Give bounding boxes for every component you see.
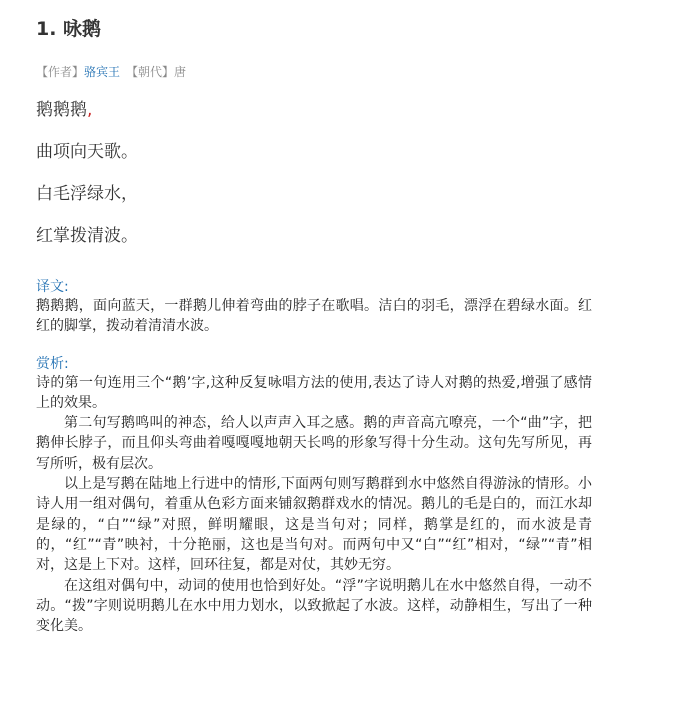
analysis-section bbox=[36, 355, 636, 637]
translation-section bbox=[36, 278, 636, 337]
poem-line: 鹅鹅鹅, bbox=[36, 100, 93, 120]
article bbox=[36, 0, 636, 636]
poem-meta bbox=[36, 64, 636, 80]
page-title: 1. 咏鹅 bbox=[36, 18, 102, 40]
analysis-paragraph-3: 以上是写鹅在陆地上行进中的情形,下面两句则写鹅群到水中悠然自得游泳的情形。小诗人用一组对偶句，着重从色彩方面来铺叙鹅群戏水的情况。鹅儿的毛是白的，而江水却是绿的，“白”“绿”对照，鲜明耀眼，这是当句对；同样，鹅掌是红的，而水波是青的，“红”“青”映衬，十分艳丽，这也是当句对。而两句中又“白”“红”相对，“绿”“青”相对，这是上下对。这样，回环往复，都是对仗，其妙无穷。 bbox=[36, 476, 592, 574]
analysis-paragraph-4: 在这组对偶句中，动词的使用也恰到好处。“浮”字说明鹅儿在水中悠然自得，一动不动。“拨”字则说明鹅儿在水中用力划水，以致掀起了水波。这样，动静相生，写出了一种变化美。 bbox=[36, 577, 592, 635]
analysis-label: 赏析: bbox=[36, 355, 69, 372]
author-link[interactable]: 骆宾王 bbox=[84, 65, 121, 79]
era-tag: 【朝代】 bbox=[126, 65, 175, 79]
poem-line: 曲项向天歌。 bbox=[36, 142, 138, 162]
poem-line: 红掌拨清波。 bbox=[36, 226, 138, 246]
analysis-paragraph-1: 诗的第一句连用三个“鹅’字,这种反复咏唱方法的使用,表达了诗人对鹅的热爱,增强了感情上的效果。 bbox=[36, 374, 592, 411]
poem-body bbox=[36, 100, 636, 246]
author-tag: 【作者】 bbox=[36, 65, 85, 79]
translation-text: 鹅鹅鹅，面向蓝天，一群鹅儿伸着弯曲的脖子在歌唱。洁白的羽毛，漂浮在碧绿水面。红红的脚掌，拨动着清清水波。 bbox=[36, 298, 592, 335]
translation-label: 译文: bbox=[36, 279, 69, 295]
poem-line-mark: , bbox=[87, 100, 93, 120]
era-value: 唐 bbox=[174, 65, 187, 79]
analysis-paragraph-2: 第二句写鹅鸣叫的神态，给人以声声入耳之感。鹅的声音高亢嘹亮，一个“曲”字，把鹅伸长脖子，而且仰头弯曲着嘎嘎嘎地朝天长鸣的形象写得十分生动。这句先写所见，再写所听，极有层次。 bbox=[36, 415, 592, 472]
poem-line: 白毛浮绿水， bbox=[36, 184, 138, 204]
